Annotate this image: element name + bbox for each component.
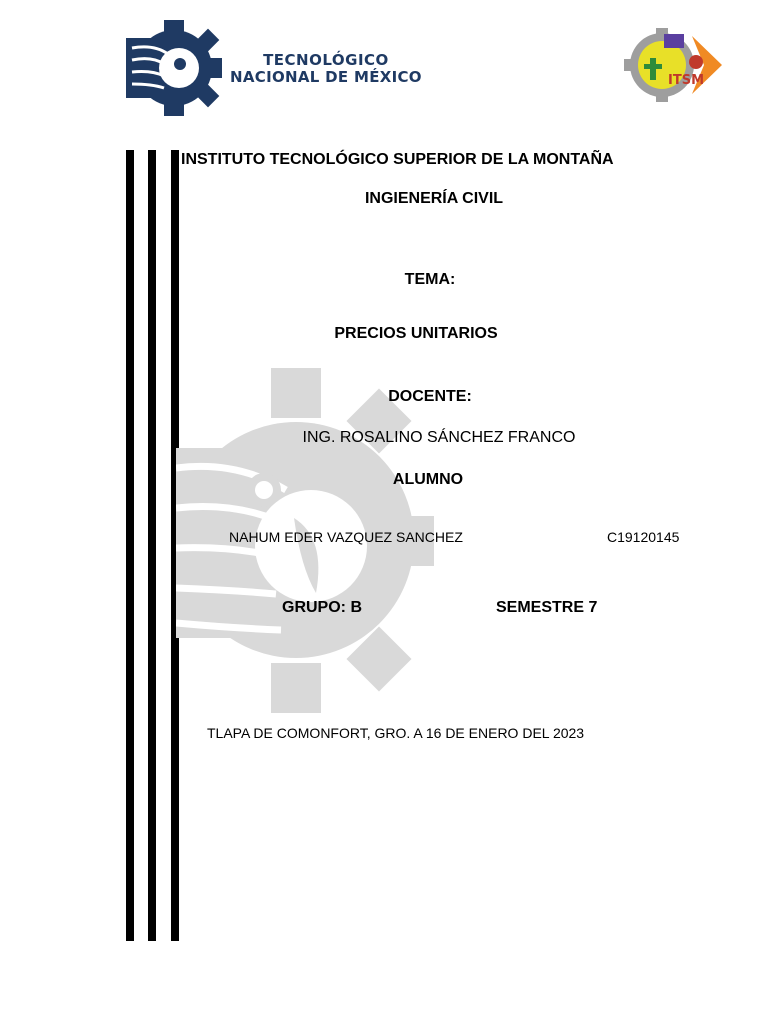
student-label: ALUMNO [392,471,464,488]
career-name: INGIENERÍA CIVIL [364,190,504,207]
itsm-logo-text: ITSM [668,73,705,88]
tecnm-logo [124,18,224,118]
topic-title: PRECIOS UNITARIOS [334,325,498,342]
left-bar-1 [126,150,134,941]
teacher-label: DOCENTE: [388,388,472,405]
semester-label: SEMESTRE 7 [496,599,598,616]
place-date: TLAPA DE COMONFORT, GRO. A 16 DE ENERO DEL 2023 [207,725,585,741]
tecnm-logo-line1: TECNOLÓGICO [263,51,389,69]
student-name: NAHUM EDER VAZQUEZ SANCHEZ [229,529,463,545]
topic-label: TEMA: [404,271,456,288]
itsm-logo [622,28,726,102]
institution-name: INSTITUTO TECNOLÓGICO SUPERIOR DE LA MONTAÑA [181,151,614,168]
tecnm-logo-line2: NACIONAL DE MÉXICO [230,68,422,86]
student-id: C19120145 [607,529,680,545]
teacher-name: ING. ROSALINO SÁNCHEZ FRANCO [302,429,576,446]
left-bar-2 [148,150,156,941]
tecnm-logo-text [230,52,422,86]
group-label: GRUPO: B [282,599,362,616]
